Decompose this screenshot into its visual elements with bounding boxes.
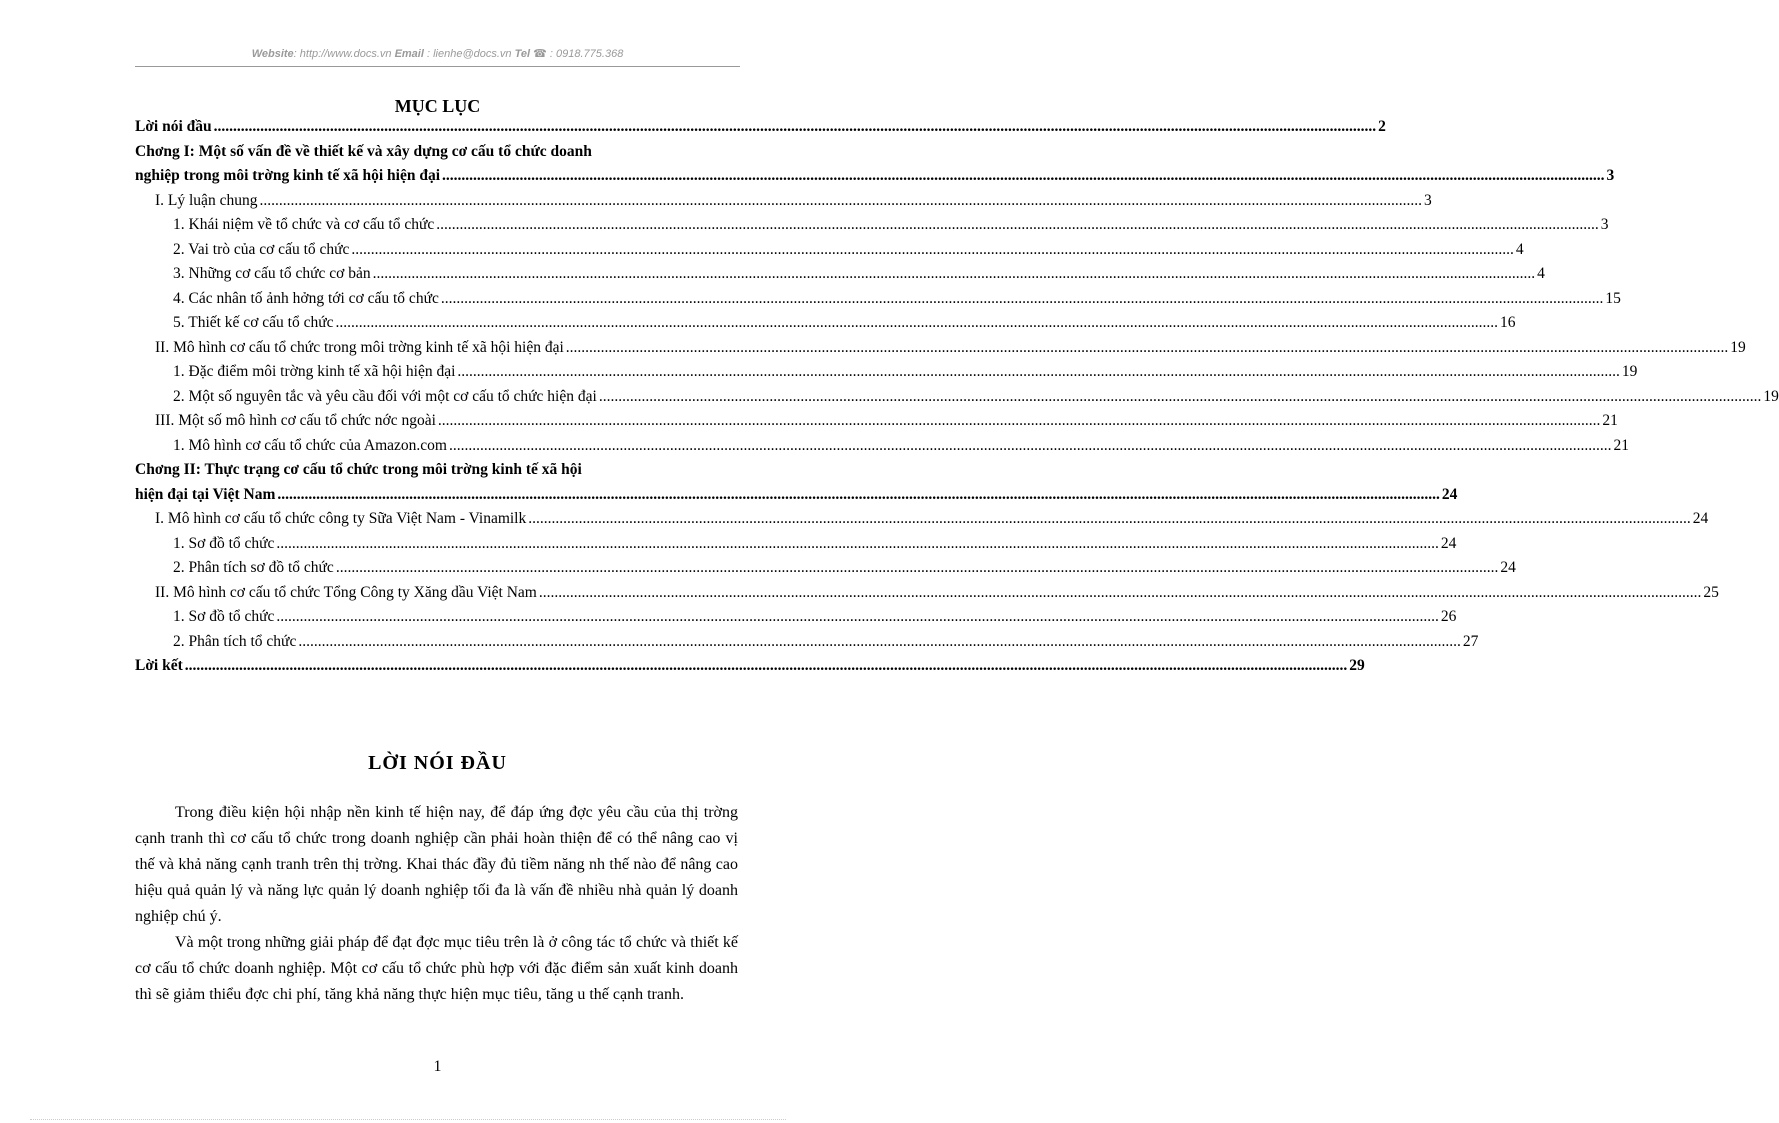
toc-entry[interactable]: [135, 314, 1516, 339]
toc-leader: ............................................................................................................................................................................................................................................................................................................: [538, 583, 1702, 601]
toc-entry[interactable]: [135, 265, 1545, 290]
toc-leader: ............................................................................................................................................................................................................................................................................................................: [437, 412, 1601, 429]
toc-leader: ............................................................................................................................................................................................................................................................................................................: [277, 485, 1440, 503]
toc-entry-label: Chơng II: Thực trạng cơ cấu tổ chức trong môi trờng kinh tế xã hội: [135, 461, 582, 478]
toc-entry[interactable]: [135, 289, 1621, 315]
website-value: : http://www.docs.vn: [293, 48, 392, 60]
toc-leader: ............................................................................................................................................................................................................................................................................................................: [335, 314, 1498, 331]
toc-title: MỤC LỤC: [394, 96, 481, 116]
toc-entry-page: 24: [1500, 559, 1516, 576]
page-number: 1: [433, 1058, 442, 1075]
toc-entry-label: II. Mô hình cơ cấu tổ chức trong môi trờng kinh tế xã hội hiện đại: [155, 338, 564, 356]
toc-entry[interactable]: [135, 363, 1638, 388]
toc-entry[interactable]: [135, 387, 1779, 413]
toc-entry-label: 3. Những cơ cấu tổ chức cơ bản: [173, 265, 371, 282]
toc-leader: ............................................................................................................................................................................................................................................................................................................: [436, 216, 1599, 233]
toc-entry[interactable]: [135, 338, 1746, 364]
toc-leader: ............................................................................................................................................................................................................................................................................................................: [276, 534, 1439, 552]
toc-leader: ............................................................................................................................................................................................................................................................................................................: [351, 240, 1514, 258]
toc-leader: ............................................................................................................................................................................................................................................................................................................: [442, 167, 1605, 184]
toc-entry-page: 3: [1606, 167, 1615, 184]
toc-entry-label: III. Một số mô hình cơ cấu tổ chức nớc ngoài: [155, 412, 436, 429]
toc-entry-label: 4. Các nhân tố ảnh hởng tới cơ cấu tổ chức: [173, 289, 439, 307]
toc-entry[interactable]: [135, 461, 738, 486]
toc-entry-page: 4: [1537, 265, 1545, 282]
toc-entry[interactable]: [135, 534, 1457, 560]
toc-entry-label: Lời kết: [135, 657, 183, 674]
toc-entry-page: 3: [1423, 191, 1432, 209]
toc-entry-label: I. Lý luận chung: [155, 191, 258, 209]
footer-divider: [30, 1119, 786, 1120]
toc-entry-label: 1. Khái niệm về tổ chức và cơ cấu tổ chức: [173, 216, 435, 233]
toc-entry-page: 16: [1500, 314, 1516, 331]
toc-entry-page: 19: [1730, 338, 1746, 356]
toc-entry-label: 2. Vai trò của cơ cấu tổ chức: [173, 240, 350, 258]
toc-entry-page: 15: [1605, 289, 1621, 307]
toc-entry-page: 21: [1613, 436, 1629, 454]
toc-entry-label: I. Mô hình cơ cấu tổ chức công ty Sữa Việt Nam - Vinamilk: [155, 510, 527, 527]
toc-entry[interactable]: [135, 583, 1719, 609]
toc-entry-page: 27: [1462, 632, 1479, 650]
header-divider: [135, 66, 740, 67]
body-text: [135, 800, 738, 1008]
toc-leader: ............................................................................................................................................................................................................................................................................................................: [449, 436, 1612, 454]
toc-entry[interactable]: [135, 510, 1709, 535]
toc-entry-label: 2. Phân tích sơ đồ tổ chức: [173, 559, 334, 576]
toc-leader: ............................................................................................................................................................................................................................................................................................................: [598, 387, 1762, 405]
toc-leader: ............................................................................................................................................................................................................................................................................................................: [565, 338, 1729, 356]
toc-entry-page: 26: [1440, 608, 1457, 625]
toc-leader: ............................................................................................................................................................................................................................................................................................................: [213, 118, 1377, 135]
toc-leader: ............................................................................................................................................................................................................................................................................................................: [528, 510, 1691, 527]
tel-value: ☎ : 0918.775.368: [530, 48, 624, 60]
toc-entry[interactable]: [135, 240, 1524, 266]
toc-entry-page: 19: [1621, 363, 1638, 380]
email-value: : lienhe@docs.vn: [423, 48, 512, 60]
toc-entry-label: 2. Một số nguyên tắc và yêu cầu đối với một cơ cấu tổ chức hiện đại: [173, 387, 597, 405]
toc-leader: ............................................................................................................................................................................................................................................................................................................: [457, 363, 1620, 380]
page-header: [135, 47, 740, 60]
table-of-contents: [135, 118, 1779, 682]
toc-entry[interactable]: [135, 436, 1629, 462]
toc-leader: ............................................................................................................................................................................................................................................................................................................: [276, 608, 1439, 625]
website-label: Website: [251, 48, 294, 60]
paragraph: Trong điều kiện hội nhập nền kinh tế hiện nay, để đáp ứng đợc yêu cầu của thị trờng cạnh tranh thì cơ cấu tổ chức trong doanh nghiệp cần phải hoàn thiện để có thể nâng cao vị thế và khả năng cạnh tranh trên thị trờng. Khai thác đầy đủ tiềm năng nh thế nào để nâng cao hiệu quả quản lý và năng lực quản lý doanh nghiệp tối đa là vấn đề nhiều nhà quản lý doanh nghiệp chú ý.: [135, 804, 738, 925]
toc-leader: ............................................................................................................................................................................................................................................................................................................: [298, 632, 1461, 650]
toc-entry-label: 2. Phân tích tổ chức: [173, 632, 297, 650]
toc-entry[interactable]: [135, 191, 1432, 217]
toc-entry-label: 1. Mô hình cơ cấu tổ chức của Amazon.com: [173, 436, 447, 454]
toc-entry-page: 21: [1602, 412, 1618, 429]
toc-leader: ............................................................................................................................................................................................................................................................................................................: [184, 657, 1348, 674]
toc-entry[interactable]: [135, 118, 1386, 143]
toc-entry-page: 3: [1600, 216, 1609, 233]
toc-entry-label: 5. Thiết kế cơ cấu tổ chức: [173, 314, 334, 331]
toc-entry-page: 24: [1692, 510, 1709, 527]
toc-entry-page: 4: [1515, 240, 1524, 258]
toc-entry[interactable]: [135, 632, 1479, 658]
paragraph: Và một trong những giải pháp để đạt đợc mục tiêu trên là ở công tác tổ chức và thiết kế cơ cấu tổ chức doanh nghiệp. Một cơ cấu tổ chức phù hợp với đặc điểm sản xuất kinh doanh thì sẽ giảm thiểu đợc chi phí, tăng khả năng thực hiện mục tiêu, tăng u thế cạnh tranh.: [135, 934, 738, 1003]
toc-entry-page: 24: [1441, 485, 1458, 503]
toc-entry-label: 1. Sơ đồ tổ chức: [173, 608, 275, 625]
tel-label: Tel: [514, 48, 531, 60]
toc-entry-label: nghiệp trong môi trờng kinh tế xã hội hiện đại: [135, 167, 441, 184]
toc-entry[interactable]: [135, 657, 1365, 682]
toc-entry[interactable]: [135, 216, 1609, 241]
toc-entry-page: 24: [1440, 534, 1457, 552]
toc-entry[interactable]: [135, 412, 1618, 437]
section-title: LỜI NÓI ĐẦU: [368, 752, 507, 774]
toc-entry[interactable]: [135, 167, 1615, 192]
toc-entry-label: Lời nói đầu: [135, 118, 212, 135]
toc-entry[interactable]: [135, 608, 1457, 633]
toc-leader: ............................................................................................................................................................................................................................................................................................................: [259, 191, 1422, 209]
toc-entry[interactable]: [135, 143, 738, 168]
toc-entry-label: 1. Đặc điểm môi trờng kinh tế xã hội hiện đại: [173, 363, 456, 380]
toc-entry-label: II. Mô hình cơ cấu tổ chức Tổng Công ty Xăng dầu Việt Nam: [155, 583, 537, 601]
toc-entry[interactable]: [135, 485, 1458, 511]
toc-entry-page: 19: [1763, 387, 1779, 405]
toc-entry-label: Chơng I: Một số vấn đề về thiết kế và xây dựng cơ cấu tổ chức doanh: [135, 142, 592, 160]
toc-entry-label: 1. Sơ đồ tổ chức: [173, 534, 275, 552]
toc-leader: ............................................................................................................................................................................................................................................................................................................: [335, 559, 1499, 576]
toc-entry-page: 29: [1349, 657, 1365, 674]
toc-entry-label: hiện đại tại Việt Nam: [135, 485, 276, 503]
toc-entry-page: 2: [1378, 118, 1386, 135]
toc-leader: ............................................................................................................................................................................................................................................................................................................: [440, 289, 1604, 307]
email-label: Email: [394, 48, 424, 60]
toc-entry[interactable]: [135, 559, 1516, 584]
toc-leader: ............................................................................................................................................................................................................................................................................................................: [372, 265, 1536, 282]
toc-entry-page: 25: [1703, 583, 1719, 601]
